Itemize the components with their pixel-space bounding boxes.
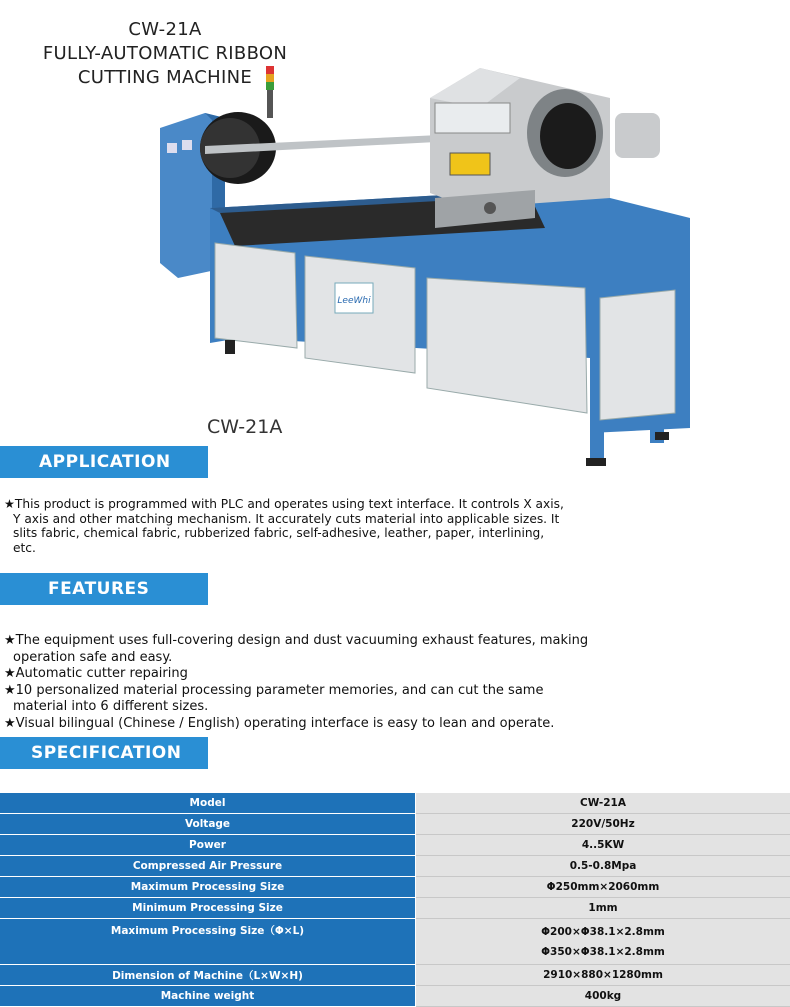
door-panel-2 [305, 256, 415, 373]
spec-value [416, 919, 790, 965]
door-panel-1 [215, 243, 297, 348]
signal-amber-light [266, 74, 274, 82]
application-text [4, 497, 564, 555]
spec-key: Compressed Air Pressure [0, 856, 416, 877]
table-row [0, 814, 790, 835]
table-row [0, 877, 790, 898]
machine-leg [225, 340, 235, 354]
brand-logo-text: LeeWhi [337, 296, 371, 306]
features-heading: FEATURES [0, 573, 208, 605]
spec-value: 0.5-0.8Mpa [416, 856, 790, 877]
product-model-title: CW-21A [30, 18, 300, 42]
spec-key: Maximum Processing Size（Φ×L) [0, 919, 416, 965]
table-row [0, 898, 790, 919]
spec-key: Machine weight [0, 986, 416, 1007]
table-row [0, 856, 790, 877]
spec-key: Dimension of Machine（L×W×H) [0, 965, 416, 986]
spec-value: 1mm [416, 898, 790, 919]
specification-table [0, 793, 790, 1007]
spec-value: Φ250mm×2060mm [416, 877, 790, 898]
application-band [0, 446, 208, 478]
spec-key: Maximum Processing Size [0, 877, 416, 898]
photo-caption: CW-21A [207, 416, 282, 438]
application-heading: APPLICATION [0, 446, 208, 478]
spec-key: Power [0, 835, 416, 856]
spec-value-line2: Φ350×Φ38.1×2.8mm [416, 942, 790, 962]
table-row [0, 793, 790, 814]
signal-green-light [266, 82, 274, 90]
warning-label [450, 153, 490, 175]
door-panel-4 [600, 290, 675, 420]
features-band [0, 573, 208, 605]
feature-item: ★10 personalized material processing parameter memories, and can cut the same material into 6 different sizes. [4, 683, 594, 716]
door-panel-3 [427, 278, 587, 413]
product-title-line2: CUTTING MACHINE [30, 66, 300, 90]
table-row [0, 986, 790, 1007]
feature-item: ★Automatic cutter repairing [4, 666, 594, 683]
transparent-cover [435, 103, 510, 133]
spec-value-line1: Φ200×Φ38.1×2.8mm [416, 922, 790, 942]
spec-value: 220V/50Hz [416, 814, 790, 835]
spec-value: 2910×880×1280mm [416, 965, 790, 986]
specification-band [0, 737, 208, 769]
table-row [0, 965, 790, 986]
adjust-knob [484, 202, 496, 214]
spec-key: Minimum Processing Size [0, 898, 416, 919]
spec-value: 4..5KW [416, 835, 790, 856]
specification-heading: SPECIFICATION [0, 737, 208, 769]
motor-cover [615, 113, 660, 158]
feature-item: ★The equipment uses full-covering design and dust vacuuming exhaust features, making operation safe and easy. [4, 633, 594, 666]
spec-value: 400kg [416, 986, 790, 1007]
signal-red-light [266, 66, 274, 74]
application-paragraph: ★This product is programmed with PLC and operates using text interface. It controls X axis, Y axis and other matching mechanism. It accurately cuts material into applicable sizes. It slits fabric, chemical fabric, rubberized fabric, self-adhesive, leather, paper, interlining, etc. [4, 497, 564, 555]
feature-item: ★Visual bilingual (Chinese / English) operating interface is easy to lean and operate. [4, 716, 594, 733]
left-control-button [167, 143, 177, 153]
table-row [0, 919, 790, 965]
product-title-line1: FULLY-AUTOMATIC RIBBON [30, 42, 300, 66]
table-row [0, 835, 790, 856]
machine-photo [150, 58, 690, 478]
spec-key: Model [0, 793, 416, 814]
spec-value: CW-21A [416, 793, 790, 814]
features-list [4, 633, 594, 732]
spec-key: Voltage [0, 814, 416, 835]
